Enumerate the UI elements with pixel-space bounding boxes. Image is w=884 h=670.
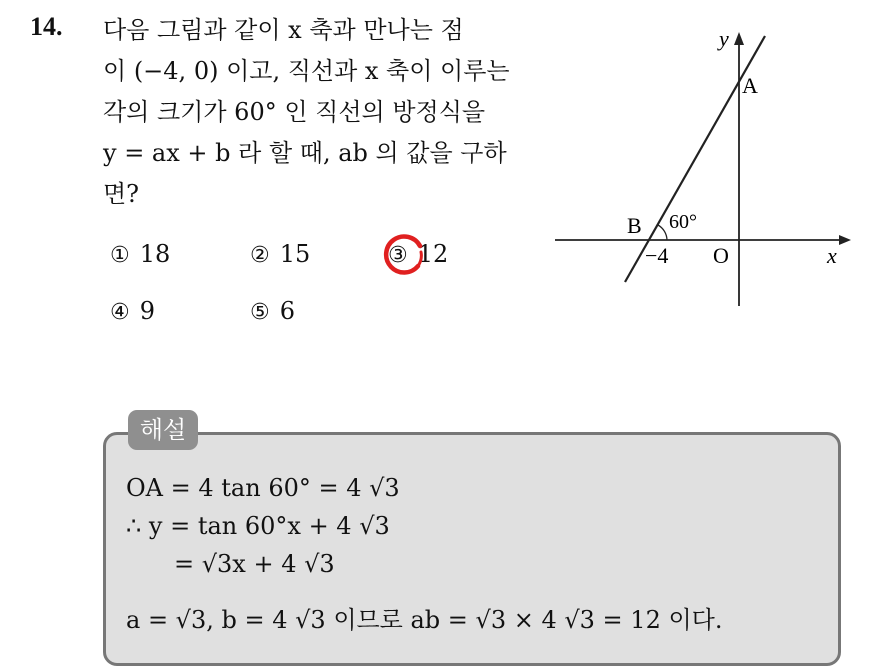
answer-circle-mark: [380, 232, 426, 278]
choice-3-value: 12: [417, 240, 449, 268]
choice-1-value: 18: [139, 240, 171, 268]
solution-line-2: ∴ y = tan 60°x + 4 √3: [126, 512, 390, 540]
choice-1-mark: ①: [110, 243, 130, 268]
choice-5-value: 6: [279, 297, 296, 325]
y-axis-label: y: [719, 26, 729, 51]
origin-label: O: [713, 243, 729, 268]
question-line-1: 다음 그림과 같이 x 축과 만나는 점: [103, 16, 464, 44]
question-number: 14.: [30, 12, 63, 41]
solution-tag: 해설: [128, 410, 198, 450]
solution-line-3: = √3x + 4 √3: [174, 550, 335, 578]
angle-arc: [658, 225, 667, 240]
choice-1[interactable]: [110, 240, 170, 268]
choice-4-mark: ④: [110, 300, 130, 325]
x-axis-arrow: [839, 235, 851, 245]
choice-4[interactable]: [110, 297, 155, 325]
choice-2-mark: ②: [250, 243, 270, 268]
solution-line-1: OA = 4 tan 60° = 4 √3: [126, 474, 400, 502]
choice-2-value: 15: [279, 240, 311, 268]
choice-5-mark: ⑤: [250, 300, 270, 325]
x-axis-label: x: [827, 243, 837, 268]
solution-line-4: a = √3, b = 4 √3 이므로 ab = √3 × 4 √3 = 12 이다.: [126, 606, 723, 634]
question-text: [103, 10, 543, 215]
choice-5[interactable]: [250, 297, 295, 325]
point-b-label: B: [627, 213, 642, 238]
y-axis-arrow: [734, 32, 744, 45]
coordinate-graph: [545, 20, 865, 320]
choice-2[interactable]: [250, 240, 310, 268]
question-line-4: y = ax + b 라 할 때, ab 의 값을 구하: [103, 139, 507, 167]
question-line-3: 각의 크기가 60° 인 직선의 방정식을: [103, 98, 486, 126]
point-a-label: A: [742, 73, 758, 98]
angle-label: 60°: [669, 211, 697, 233]
choice-3-mark: ③: [388, 243, 408, 268]
question-line-5: 면?: [103, 180, 140, 208]
question-line-2: 이 (−4, 0) 이고, 직선과 x 축이 이루는: [103, 57, 510, 85]
x-intercept-label: −4: [645, 243, 669, 268]
choice-4-value: 9: [139, 297, 156, 325]
